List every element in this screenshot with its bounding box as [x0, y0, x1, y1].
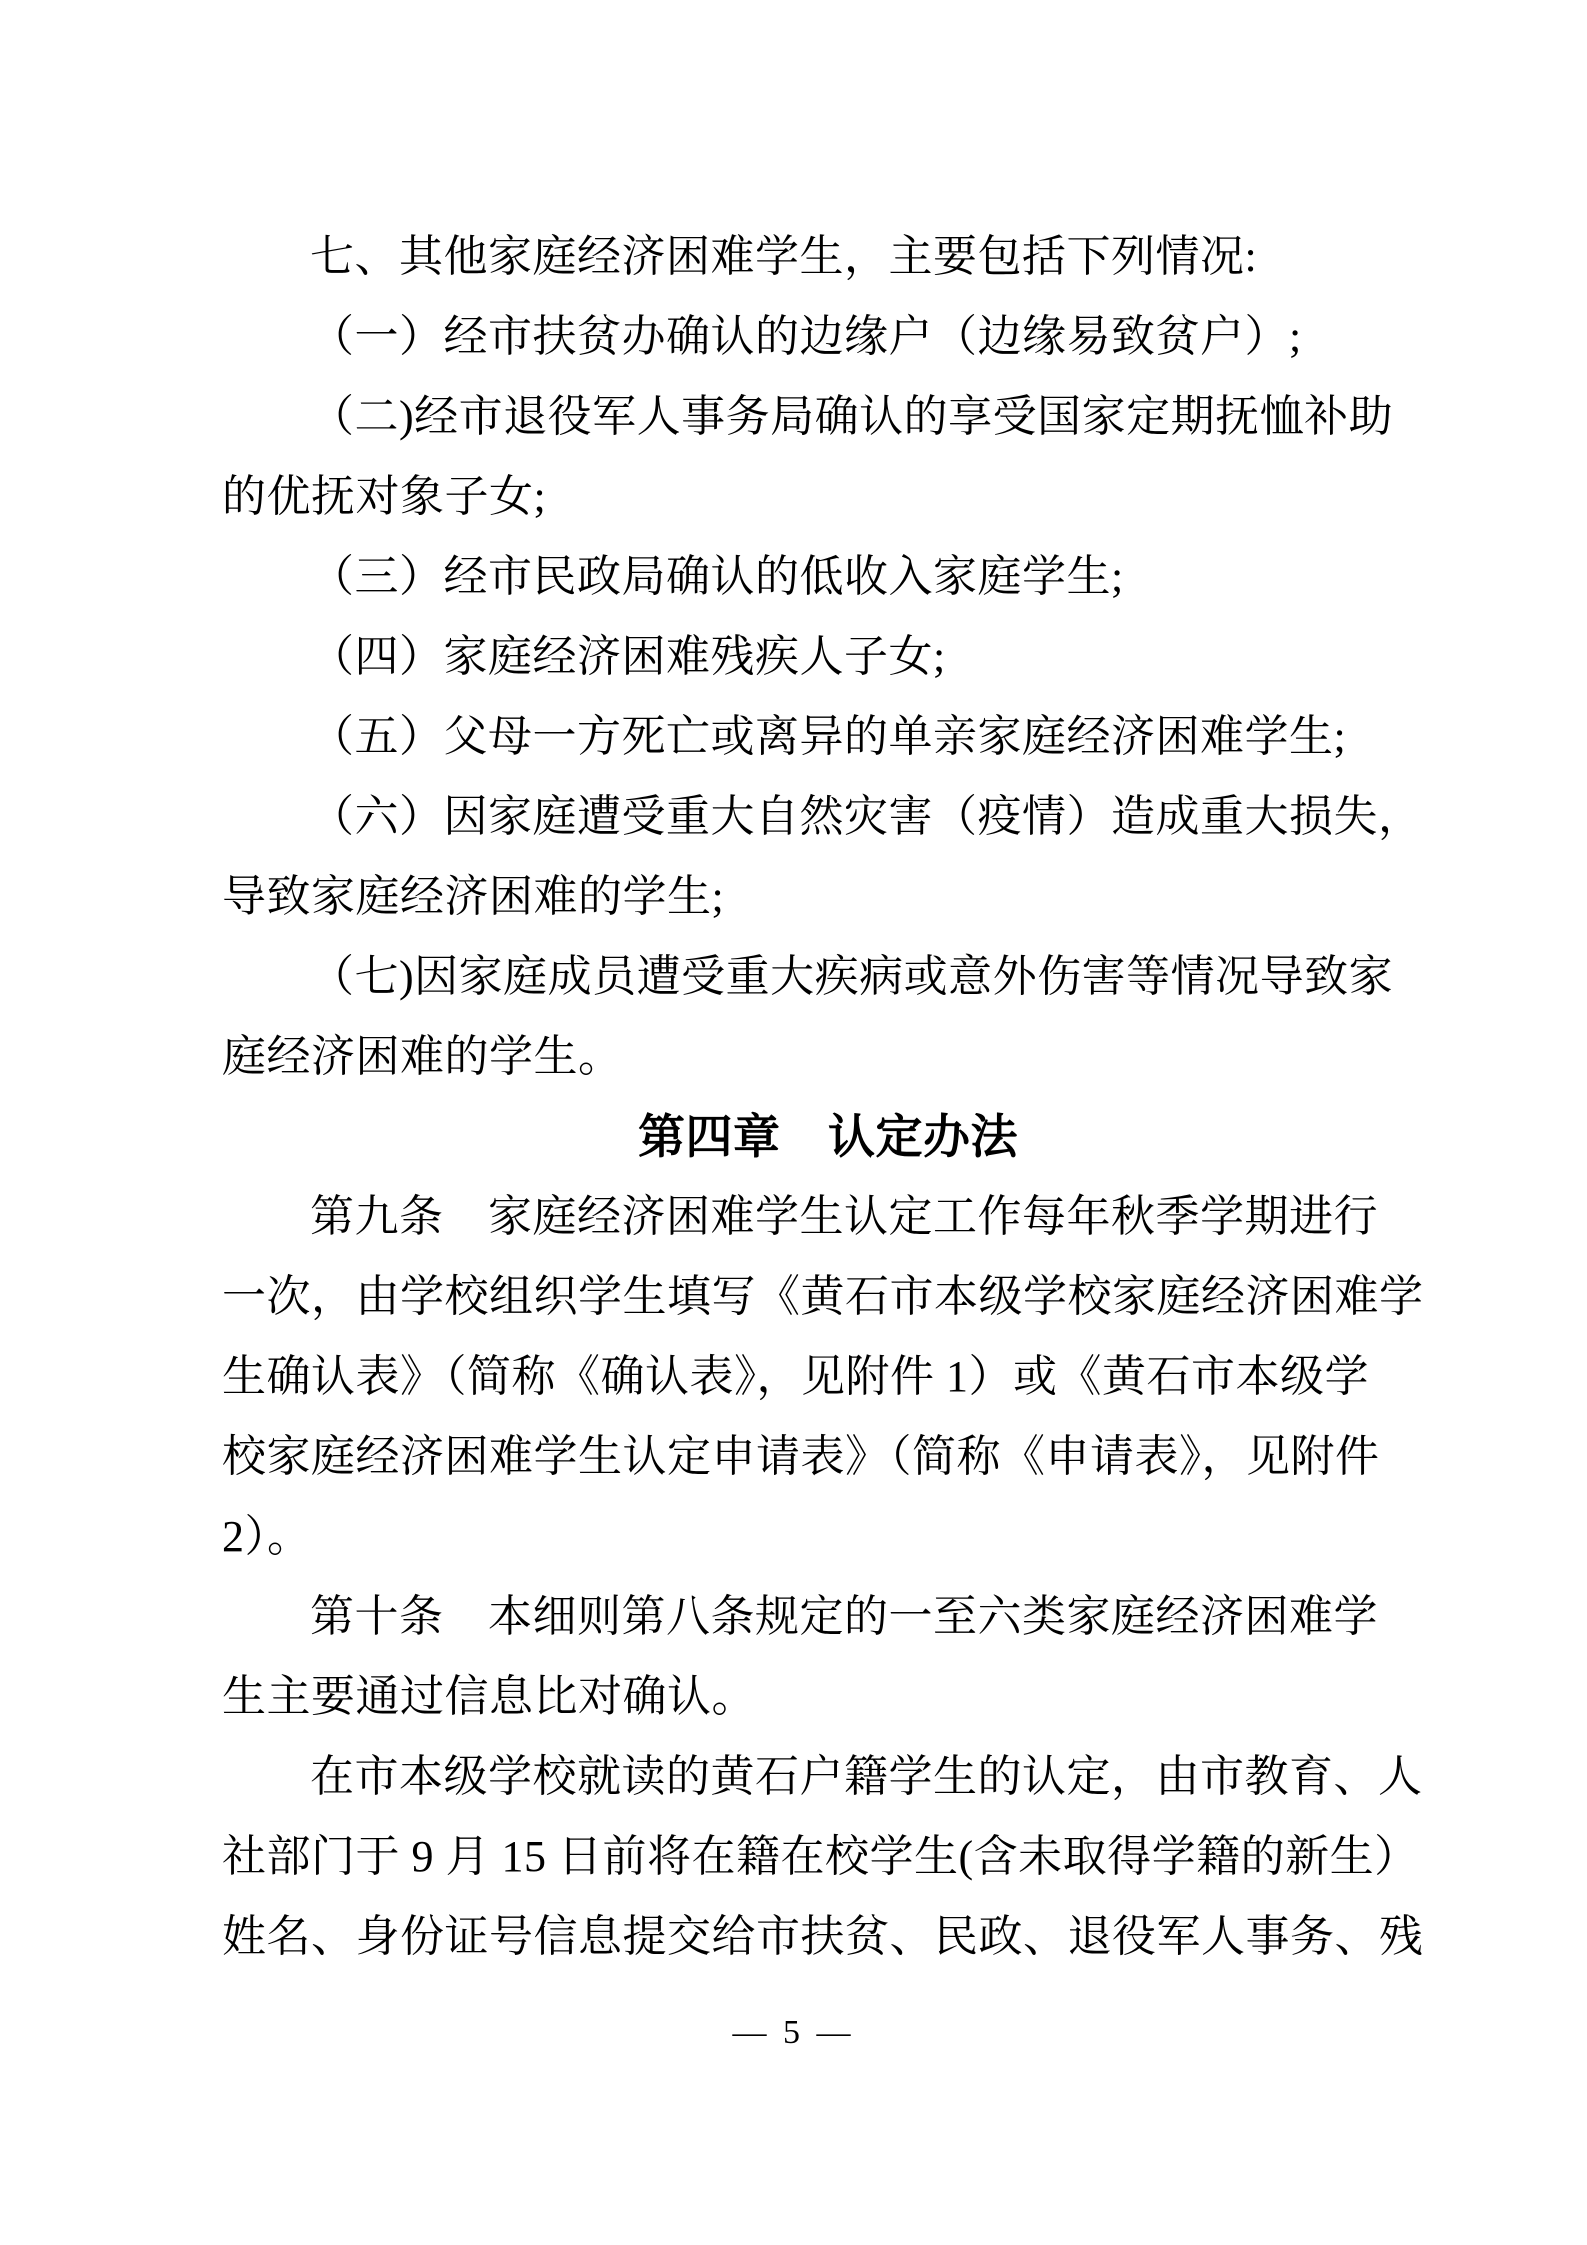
chapter-heading: 第四章 认定办法 [638, 1110, 1018, 1163]
page-number: — 5 — [732, 2014, 855, 2051]
text-line: 庭经济困难的学生。 [222, 1032, 623, 1081]
text-line: （七)因家庭成员遭受重大疾病或意外伤害等情况导致家 [310, 952, 1394, 1001]
text-line: （五）父母一方死亡或离异的单亲家庭经济困难学生; [310, 712, 1347, 761]
text-line: （六）因家庭遭受重大自然灾害（疫情）造成重大损失， [310, 792, 1423, 841]
text-line: 第九条 家庭经济困难学生认定工作每年秋季学期进行 [310, 1192, 1378, 1241]
text-line: 的优抚对象子女; [222, 472, 547, 521]
text-line: 导致家庭经济困难的学生; [222, 872, 725, 921]
text-line: 在市本级学校就读的黄石户籍学生的认定，由市教育、人 [310, 1752, 1423, 1801]
text-line: （四）家庭经济困难残疾人子女; [310, 632, 946, 681]
text-line: （一）经市扶贫办确认的边缘户（边缘易致贫户）; [310, 312, 1302, 361]
text-line: 2）。 [222, 1512, 312, 1561]
document-body [222, 217, 1434, 1977]
text-line: （三）经市民政局确认的低收入家庭学生; [310, 552, 1124, 601]
text-line: 七、其他家庭经济困难学生，主要包括下列情况: [310, 232, 1258, 281]
text-line: 生主要通过信息比对确认。 [222, 1672, 756, 1721]
text-line: 一次，由学校组织学生填写《黄石市本级学校家庭经济困难学 [222, 1272, 1424, 1321]
text-line: 姓名、身份证号信息提交给市扶贫、民政、退役军人事务、残 [222, 1912, 1424, 1961]
text-line: 第十条 本细则第八条规定的一至六类家庭经济困难学 [310, 1592, 1378, 1641]
text-line: 社部门于 9 月 15 日前将在籍在校学生(含未取得学籍的新生） [222, 1832, 1419, 1881]
text-line: 校家庭经济困难学生认定申请表》（简称《申请表》，见附件 [222, 1432, 1380, 1481]
text-line: 生确认表》（简称《确认表》，见附件 1）或《黄石市本级学 [222, 1352, 1369, 1401]
text-line: （二)经市退役军人事务局确认的享受国家定期抚恤补助 [310, 392, 1394, 441]
